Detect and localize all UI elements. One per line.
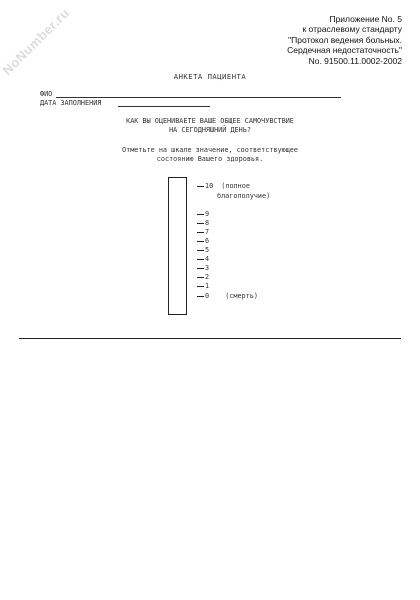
scale-label-7: 7 (205, 228, 210, 236)
scale-tick-10 (197, 186, 204, 187)
scale-tick-9 (197, 214, 204, 215)
health-scale-box[interactable] (168, 177, 187, 315)
date-label: ДАТА ЗАПОЛНЕНИЯ (40, 99, 102, 107)
scale-note: (смерть) (225, 292, 258, 300)
scale-tick-0 (197, 296, 204, 297)
header-line: "Протокол ведения больных. (288, 34, 402, 45)
scale-label-4: 4 (205, 255, 210, 263)
scale-tick-7 (197, 232, 204, 233)
header-line: Приложение No. 5 (329, 14, 402, 24)
fio-field[interactable] (40, 90, 52, 98)
header-line: Сердечная недостаточность" (287, 45, 402, 56)
watermark: NoNumber.ru (0, 5, 73, 78)
scale-tick-2 (197, 277, 204, 278)
scale-note: (полное (221, 182, 250, 190)
instruction (0, 146, 420, 164)
scale-label-1: 1 (205, 282, 210, 290)
scale-label-6: 6 (205, 237, 210, 245)
scale-label-3: 3 (205, 264, 210, 272)
scale-label-9: 9 (205, 210, 210, 218)
scale-label-0 (205, 292, 258, 300)
fio-label: ФИО (40, 90, 53, 98)
fio-input-line[interactable] (56, 97, 341, 98)
header-line: к отраслевому стандарту (302, 24, 402, 35)
scale-tick-6 (197, 241, 204, 242)
scale-value: 0 (205, 292, 210, 300)
date-field[interactable] (40, 99, 101, 107)
scale-note-continued: благополучие) (217, 192, 271, 200)
date-input-line[interactable] (118, 106, 210, 107)
scale-tick-3 (197, 268, 204, 269)
scale-value: 10 (205, 182, 214, 190)
scale-label-10 (205, 182, 250, 190)
page-divider (19, 338, 401, 339)
instruction-line: состоянию Вашего здоровья. (156, 155, 264, 163)
scale-label-2: 2 (205, 273, 210, 281)
scale-tick-8 (197, 223, 204, 224)
instruction-line: Отметьте на шкале значение, соответствующее (122, 146, 298, 154)
form-title: АНКЕТА ПАЦИЕНТА (173, 72, 247, 81)
scale-label-8: 8 (205, 219, 210, 227)
document-header (287, 14, 402, 66)
question-line: НА СЕГОДНЯШНИЙ ДЕНЬ? (169, 126, 251, 134)
scale-tick-1 (197, 286, 204, 287)
scale-tick-5 (197, 250, 204, 251)
scale-label-5: 5 (205, 246, 210, 254)
question (0, 117, 420, 135)
header-line: No. 91500.11.0002-2002 (308, 55, 402, 66)
scale-tick-4 (197, 259, 204, 260)
question-line: КАК ВЫ ОЦЕНИВАЕТЕ ВАШЕ ОБЩЕЕ САМОЧУВСТВИЕ (126, 117, 294, 125)
